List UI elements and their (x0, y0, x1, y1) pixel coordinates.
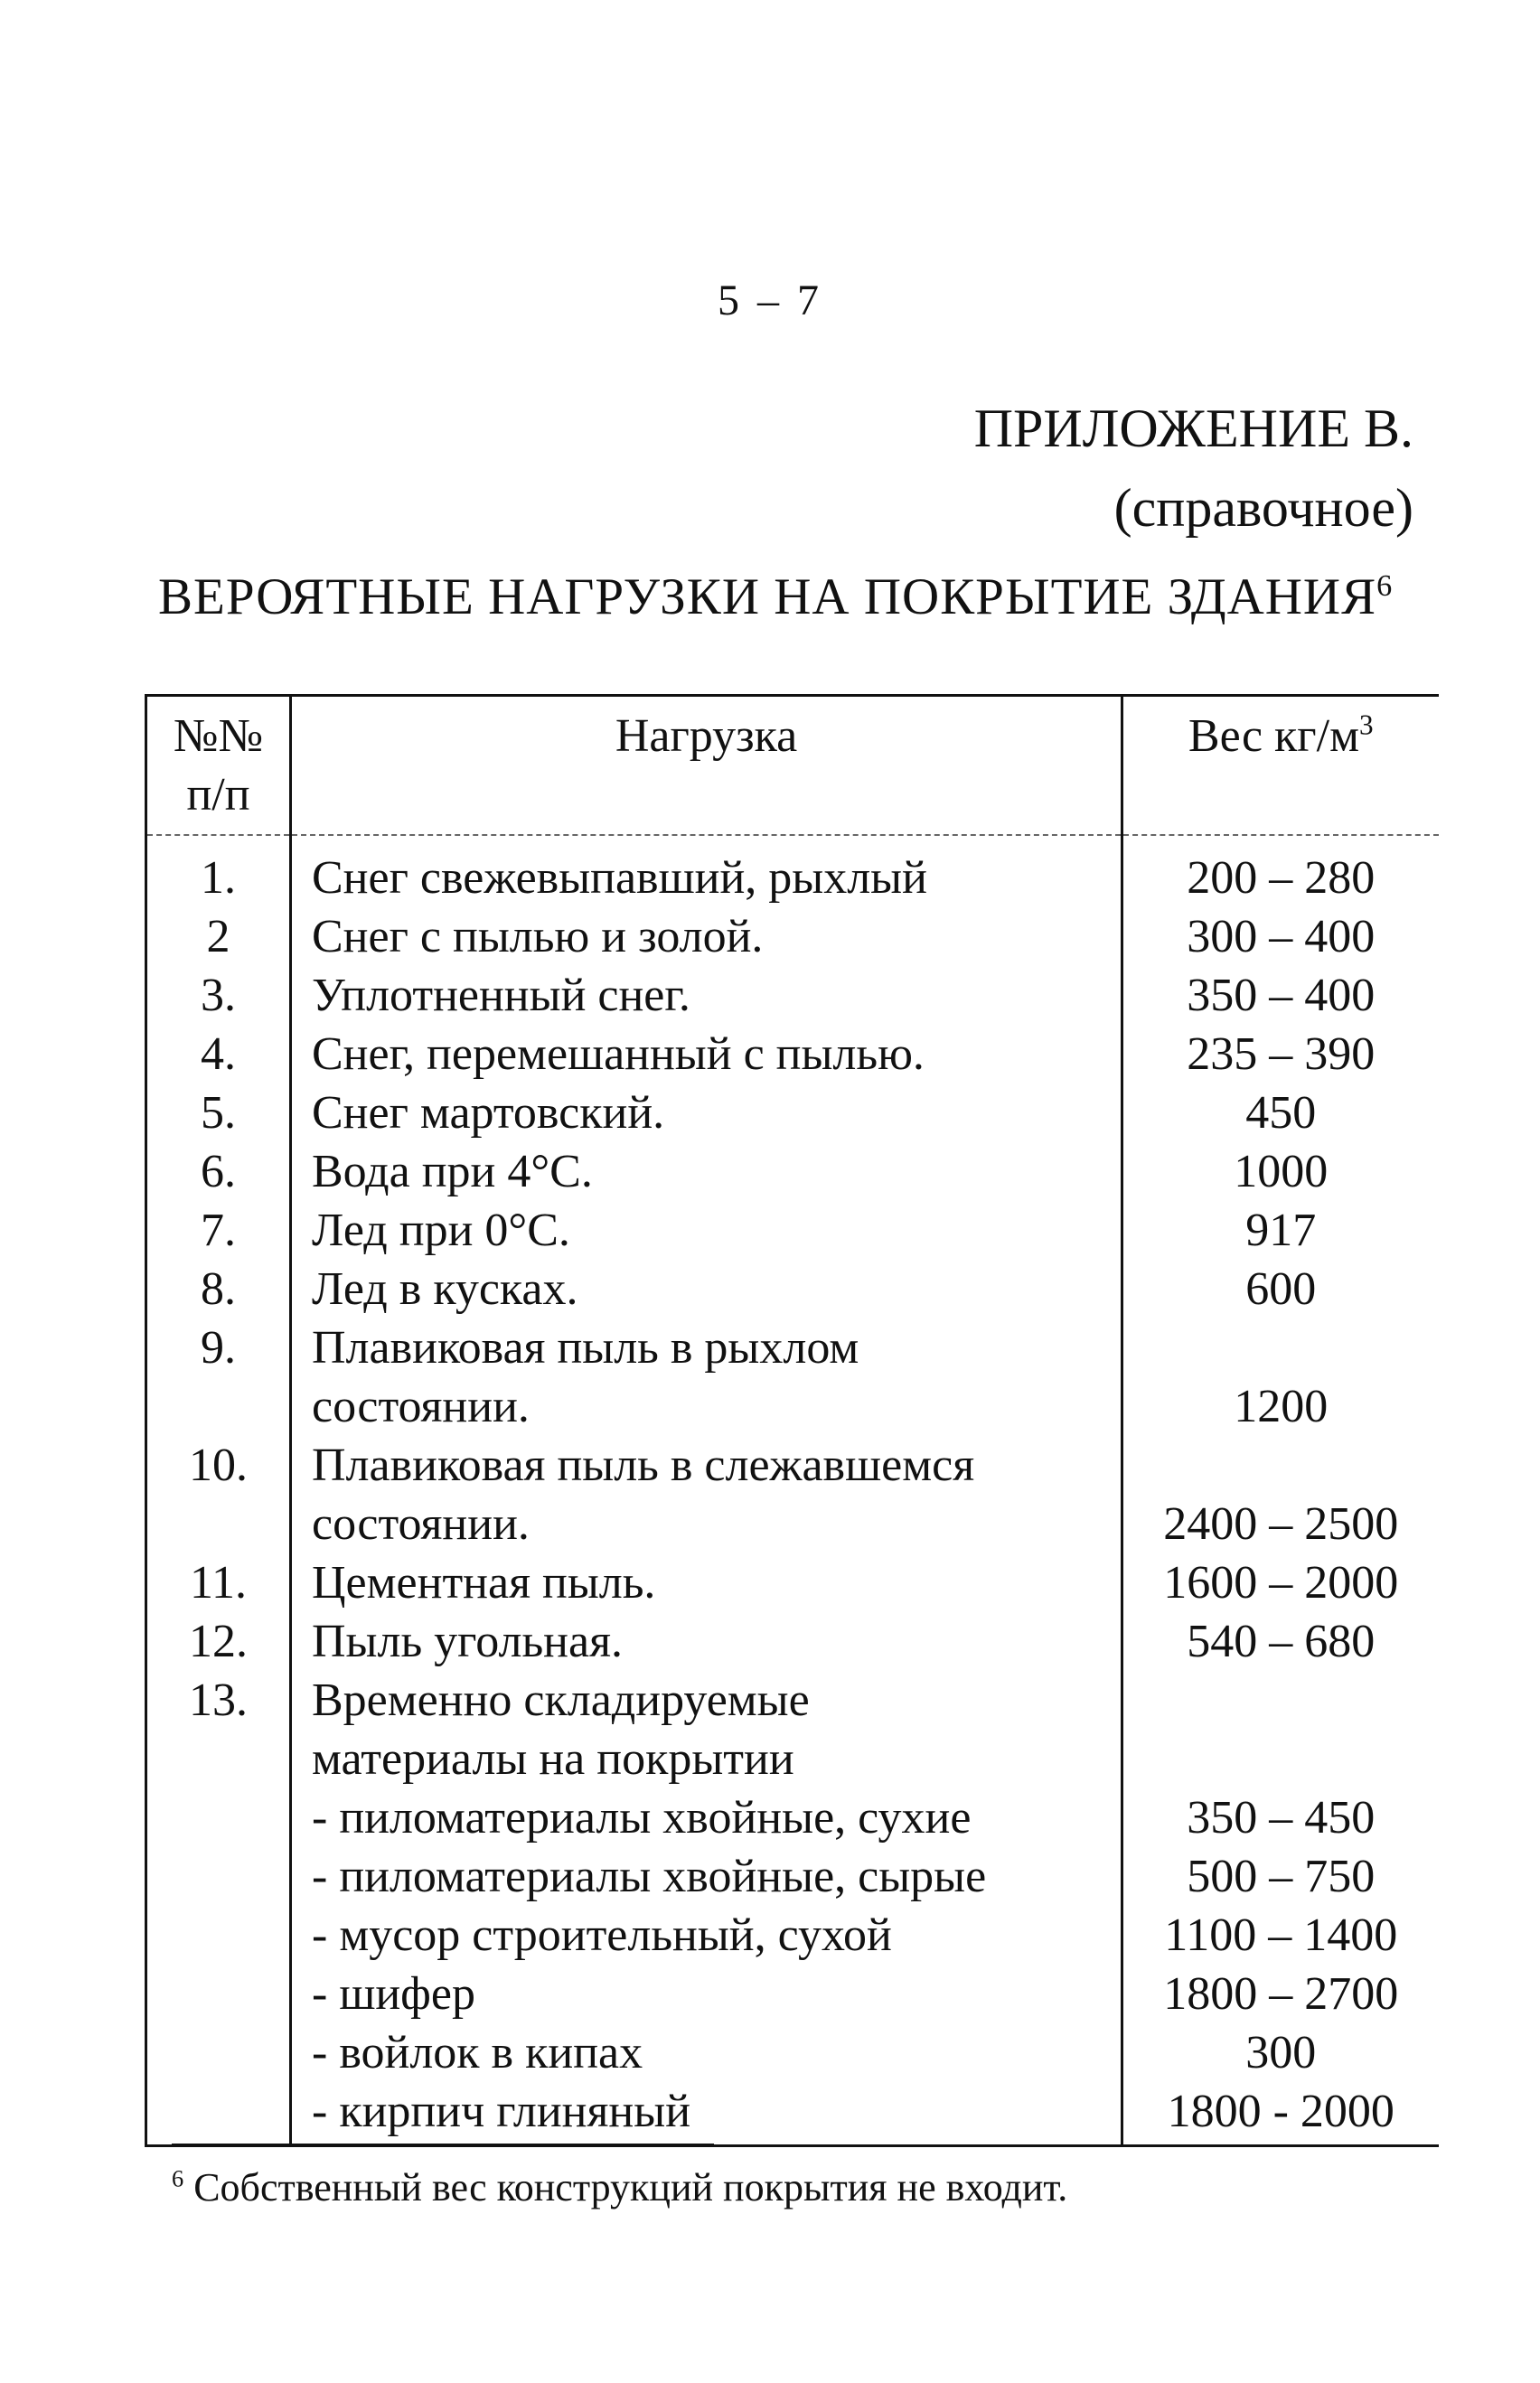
table-header-row (146, 696, 1439, 836)
load-name-line: Снег, перемешанный с пылью. (312, 1028, 925, 1080)
weight-value-line: 300 – 400 (1187, 911, 1376, 962)
load-name-line: - пиломатериалы хвойные, сырые (312, 1851, 987, 1902)
weight-value-line: 1600 – 2000 (1163, 1557, 1399, 1609)
document-title-text: ВЕРОЯТНЫЕ НАГРУЗКИ НА ПОКРЫТИЕ ЗДАНИЯ (158, 568, 1377, 625)
row-load-name (291, 1260, 1122, 1318)
row-weight-value (1122, 1142, 1439, 1201)
appendix-block (974, 389, 1413, 548)
weight-value-line: 235 – 390 (1187, 1028, 1376, 1080)
table-row (146, 1671, 1439, 2146)
header-load: Нагрузка (291, 696, 1122, 836)
load-name-line: Снег с пылью и золой. (312, 911, 764, 962)
load-name-line: Временно складируемые (312, 1675, 810, 1726)
header-number (146, 696, 291, 836)
load-name-line: - мусор строительный, сухой (312, 1909, 892, 1961)
row-number: 4. (146, 1025, 291, 1084)
row-number: 8. (146, 1260, 291, 1318)
load-name-line: Плавиковая пыль в слежавшемся (312, 1440, 975, 1491)
weight-value-line: 1200 (1234, 1381, 1329, 1432)
load-name-line: Цементная пыль. (312, 1557, 656, 1609)
row-weight-value (1122, 1612, 1439, 1671)
footnote-divider (172, 2144, 714, 2145)
weight-value-line: 1800 - 2000 (1167, 2086, 1394, 2137)
row-load-name (291, 1318, 1122, 1436)
row-weight-value (1122, 835, 1439, 907)
load-name-line: - войлок в кипах (312, 2027, 643, 2078)
table-row (146, 1436, 1439, 1553)
row-weight-value (1122, 1084, 1439, 1142)
load-name-line: - шифер (312, 1968, 475, 2020)
header-weight-label: Вес кг/м (1188, 710, 1359, 762)
row-weight-value (1122, 1260, 1439, 1318)
row-load-name (291, 1671, 1122, 2146)
load-name-line: Уплотненный снег. (312, 970, 690, 1021)
weight-value-line: 200 – 280 (1187, 852, 1376, 904)
weight-value-line (1131, 1318, 1432, 1377)
appendix-title: ПРИЛОЖЕНИЕ В. (973, 399, 1413, 458)
row-load-name (291, 1201, 1122, 1260)
row-weight-value (1122, 1201, 1439, 1260)
row-number: 2 (146, 907, 291, 966)
row-load-name (291, 1084, 1122, 1142)
row-load-name (291, 835, 1122, 907)
weight-value-line: 917 (1245, 1205, 1317, 1256)
row-load-name (291, 1553, 1122, 1612)
weight-value-line: 350 – 450 (1187, 1792, 1376, 1844)
table-row (146, 1025, 1439, 1084)
weight-value-line: 500 – 750 (1187, 1851, 1376, 1902)
load-name-line: состоянии. (312, 1498, 530, 1550)
page-number: 5 – 7 (718, 277, 822, 324)
weight-value-line: 450 (1245, 1087, 1317, 1139)
document-title (158, 568, 1393, 626)
weight-value-line: 600 (1245, 1263, 1317, 1315)
weight-value-line: 300 (1245, 2027, 1317, 2078)
row-load-name (291, 1025, 1122, 1084)
row-weight-value (1122, 1671, 1439, 2146)
table-row (146, 1084, 1439, 1142)
row-number: 9. (146, 1318, 291, 1436)
load-name-line: Лед в кусках. (312, 1263, 578, 1315)
load-name-line: - пиломатериалы хвойные, сухие (312, 1792, 972, 1844)
table-row (146, 1553, 1439, 1612)
weight-value-line: 1000 (1234, 1146, 1329, 1197)
weight-value-line (1131, 1671, 1432, 1730)
row-number: 1. (146, 835, 291, 907)
footnote (172, 2164, 1067, 2210)
row-weight-value (1122, 966, 1439, 1025)
row-weight-value (1122, 1436, 1439, 1553)
header-number-sublabel: п/п (186, 769, 250, 821)
footnote-text: Собственный вес конструкций покрытия не входит. (193, 2165, 1068, 2209)
row-load-name (291, 1612, 1122, 1671)
load-name-line: Плавиковая пыль в рыхлом (312, 1322, 859, 1374)
load-name-line: Снег мартовский. (312, 1087, 665, 1139)
table-row (146, 1318, 1439, 1436)
footnote-marker: 6 (172, 2164, 184, 2192)
load-name-line: Пыль угольная. (312, 1616, 623, 1667)
row-number: 11. (146, 1553, 291, 1612)
row-load-name (291, 966, 1122, 1025)
row-load-name (291, 1436, 1122, 1553)
load-name-line: Снег свежевыпавший, рыхлый (312, 852, 927, 904)
table-row (146, 907, 1439, 966)
load-name-line: материалы на покрытии (312, 1733, 794, 1785)
table-row (146, 966, 1439, 1025)
appendix-subtitle: (справочное) (1113, 478, 1413, 538)
row-weight-value (1122, 1553, 1439, 1612)
table-row (146, 1260, 1439, 1318)
weight-value-line (1131, 1730, 1432, 1788)
weight-value-line: 1100 – 1400 (1164, 1909, 1398, 1961)
header-number-label: №№ (173, 710, 264, 762)
row-number: 6. (146, 1142, 291, 1201)
load-name-line: состоянии. (312, 1381, 530, 1432)
weight-value-line: 350 – 400 (1187, 970, 1376, 1021)
row-number: 5. (146, 1084, 291, 1142)
header-weight-unit-sup: 3 (1359, 708, 1374, 741)
row-weight-value (1122, 907, 1439, 966)
weight-value-line: 1800 – 2700 (1163, 1968, 1399, 2020)
weight-value-line (1131, 1436, 1432, 1495)
loads-table (145, 694, 1439, 2147)
table-row (146, 835, 1439, 907)
row-number: 7. (146, 1201, 291, 1260)
row-number: 13. (146, 1671, 291, 2146)
row-load-name (291, 907, 1122, 966)
load-name-line: Вода при 4°С. (312, 1146, 593, 1197)
weight-value-line: 540 – 680 (1187, 1616, 1376, 1667)
table-body (146, 835, 1439, 2146)
load-name-line: Лед при 0°С. (312, 1205, 570, 1256)
row-number: 3. (146, 966, 291, 1025)
row-weight-value (1122, 1318, 1439, 1436)
header-weight (1122, 696, 1439, 836)
weight-value-line: 2400 – 2500 (1163, 1498, 1399, 1550)
row-load-name (291, 1142, 1122, 1201)
table-row (146, 1201, 1439, 1260)
table-row (146, 1612, 1439, 1671)
row-number: 10. (146, 1436, 291, 1553)
footnote-ref: 6 (1376, 569, 1394, 603)
load-name-line: - кирпич глиняный (312, 2086, 691, 2137)
table-row (146, 1142, 1439, 1201)
row-weight-value (1122, 1025, 1439, 1084)
row-number: 12. (146, 1612, 291, 1671)
